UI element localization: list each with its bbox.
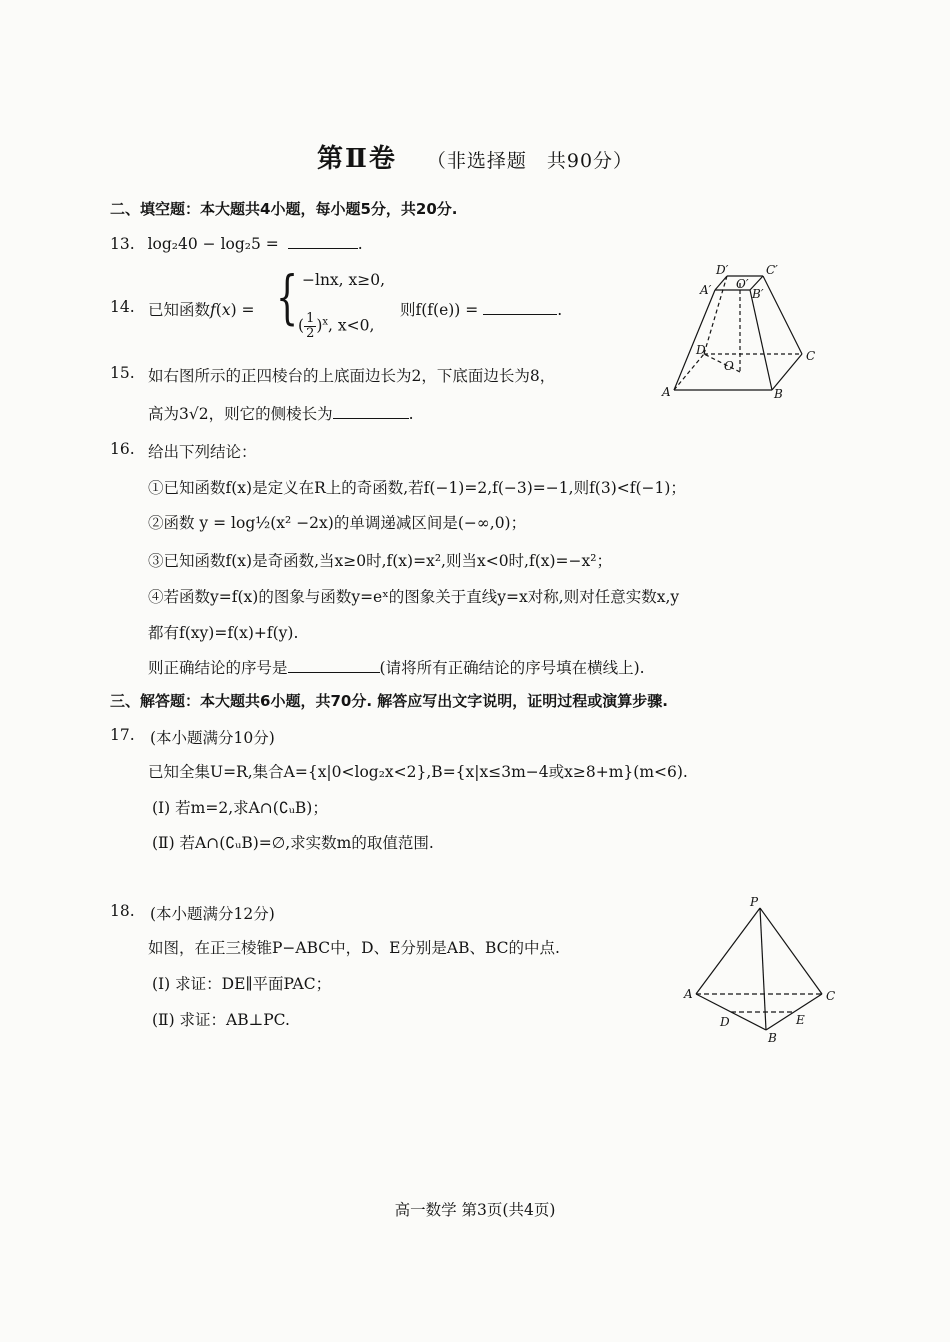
q16-item-3: ③已知函数f(x)是奇函数,当x≥0时,f(x)=x²,则当x<0时,f(x)=−x²；	[148, 552, 612, 570]
q14-case-2: ( $\frac{1}{2}$ )$^x$, x<0,	[298, 311, 375, 341]
label-C-prime: C′	[766, 263, 778, 277]
q17-score: (本小题满分10分)	[150, 729, 275, 747]
label-D-prime: D′	[716, 263, 729, 277]
pyramid-figure	[680, 896, 840, 1048]
q16-ask-tail: (请将所有正确结论的序号填在横线上).	[379, 659, 645, 677]
q14-fraction: $\frac{1}{2}$	[306, 311, 315, 341]
q16-ask-text: 则正确结论的序号是	[148, 659, 288, 677]
q14-case-2-tail: , x<0,	[328, 316, 375, 335]
q18-part-1: (Ⅰ) 求证：DE∥平面PAC；	[152, 975, 332, 993]
q16-intro: 给出下列结论：	[148, 443, 257, 461]
label-B: B	[774, 387, 783, 401]
label-C: C	[806, 349, 816, 363]
q15-number: 15.	[110, 364, 135, 382]
question-13: 13. log₂40 − log₂5 = .	[110, 235, 363, 253]
q14-lead-text: 已知函数	[148, 301, 211, 319]
label-B-prime: B′	[752, 287, 764, 301]
q14-tail-text: 则f(f(e)) =	[400, 301, 479, 319]
label-A: A	[662, 385, 671, 399]
q18-stem: 如图，在正三棱锥P−ABC中，D、E分别是AB、BC的中点.	[148, 939, 560, 957]
label-C: C	[826, 989, 836, 1003]
q17-part-2: (Ⅱ) 若A∩(∁ᵤB)=∅,求实数m的取值范围.	[152, 834, 434, 852]
q18-score: (本小题满分12分)	[150, 905, 275, 923]
q13-expression: log₂40 − log₂5 =	[147, 235, 279, 253]
q15-line-1: 如右图所示的正四棱台的上底面边长为2，下底面边长为8，	[148, 367, 556, 385]
frustum-figure	[660, 262, 830, 404]
section-2-heading: 二、填空题：本大题共4小题，每小题5分，共20分.	[110, 200, 458, 218]
q14-tail: 则f(f(e)) = .	[400, 301, 563, 319]
label-B: B	[768, 1031, 777, 1045]
label-P: P	[750, 896, 759, 909]
q15-line-2: 高为3√2，则它的侧棱长为 .	[148, 405, 414, 423]
q16-item-1: ①已知函数f(x)是定义在R上的奇函数,若f(−1)=2,f(−3)=−1,则f(3)<f(−1)；	[148, 479, 686, 497]
page-footer: 高一数学 第3页(共4页)	[394, 1201, 556, 1219]
q18-number: 18.	[110, 902, 135, 920]
q14-lead: 已知函数f(x) =	[148, 301, 255, 319]
q14-case-1: −lnx, x≥0,	[302, 271, 386, 289]
label-E: E	[796, 1013, 805, 1027]
q13-answer-blank	[288, 234, 358, 249]
label-A-prime: A′	[700, 283, 712, 297]
title-sub: （非选择题 共90分）	[426, 150, 634, 172]
label-A: A	[684, 987, 693, 1001]
q14-answer-blank	[483, 300, 557, 315]
q14-number: 14.	[110, 298, 135, 316]
label-O-prime: O′	[736, 277, 749, 291]
section-3-heading: 三、解答题：本大题共6小题，共70分. 解答应写出文字说明，证明过程或演算步骤.	[110, 692, 668, 710]
q17-part-1: (Ⅰ) 若m=2,求A∩(∁ᵤB)；	[152, 799, 328, 817]
q15-answer-blank	[333, 404, 409, 419]
page-title	[0, 138, 950, 175]
q17-number: 17.	[110, 726, 135, 744]
q16-ask	[148, 656, 645, 678]
q16-item-4: ④若函数y=f(x)的图象与函数y=eˣ的图象关于直线y=x对称,则对任意实数x,y	[148, 588, 680, 606]
q16-item-2: ②函数 y = log½(x² −2x)的单调递减区间是(−∞,0)；	[148, 514, 527, 532]
q14-brace: {	[276, 263, 299, 331]
title-main: 第Ⅱ卷	[316, 144, 397, 174]
q13-number: 13.	[110, 235, 135, 253]
q16-answer-blank	[288, 658, 380, 673]
label-O: O	[724, 359, 734, 373]
q15-line-2-text: 高为3√2，则它的侧棱长为	[148, 405, 333, 423]
label-D: D	[720, 1015, 730, 1029]
q16-item-4-cont: 都有f(xy)=f(x)+f(y).	[148, 624, 299, 642]
q16-number: 16.	[110, 440, 135, 458]
q18-part-2: (Ⅱ) 求证：AB⊥PC.	[152, 1011, 290, 1029]
q17-stem: 已知全集U=R,集合A={x|0<log₂x<2},B={x|x≤3m−4或x≥8+m}(m<6).	[148, 763, 688, 781]
label-D: D	[696, 343, 706, 357]
